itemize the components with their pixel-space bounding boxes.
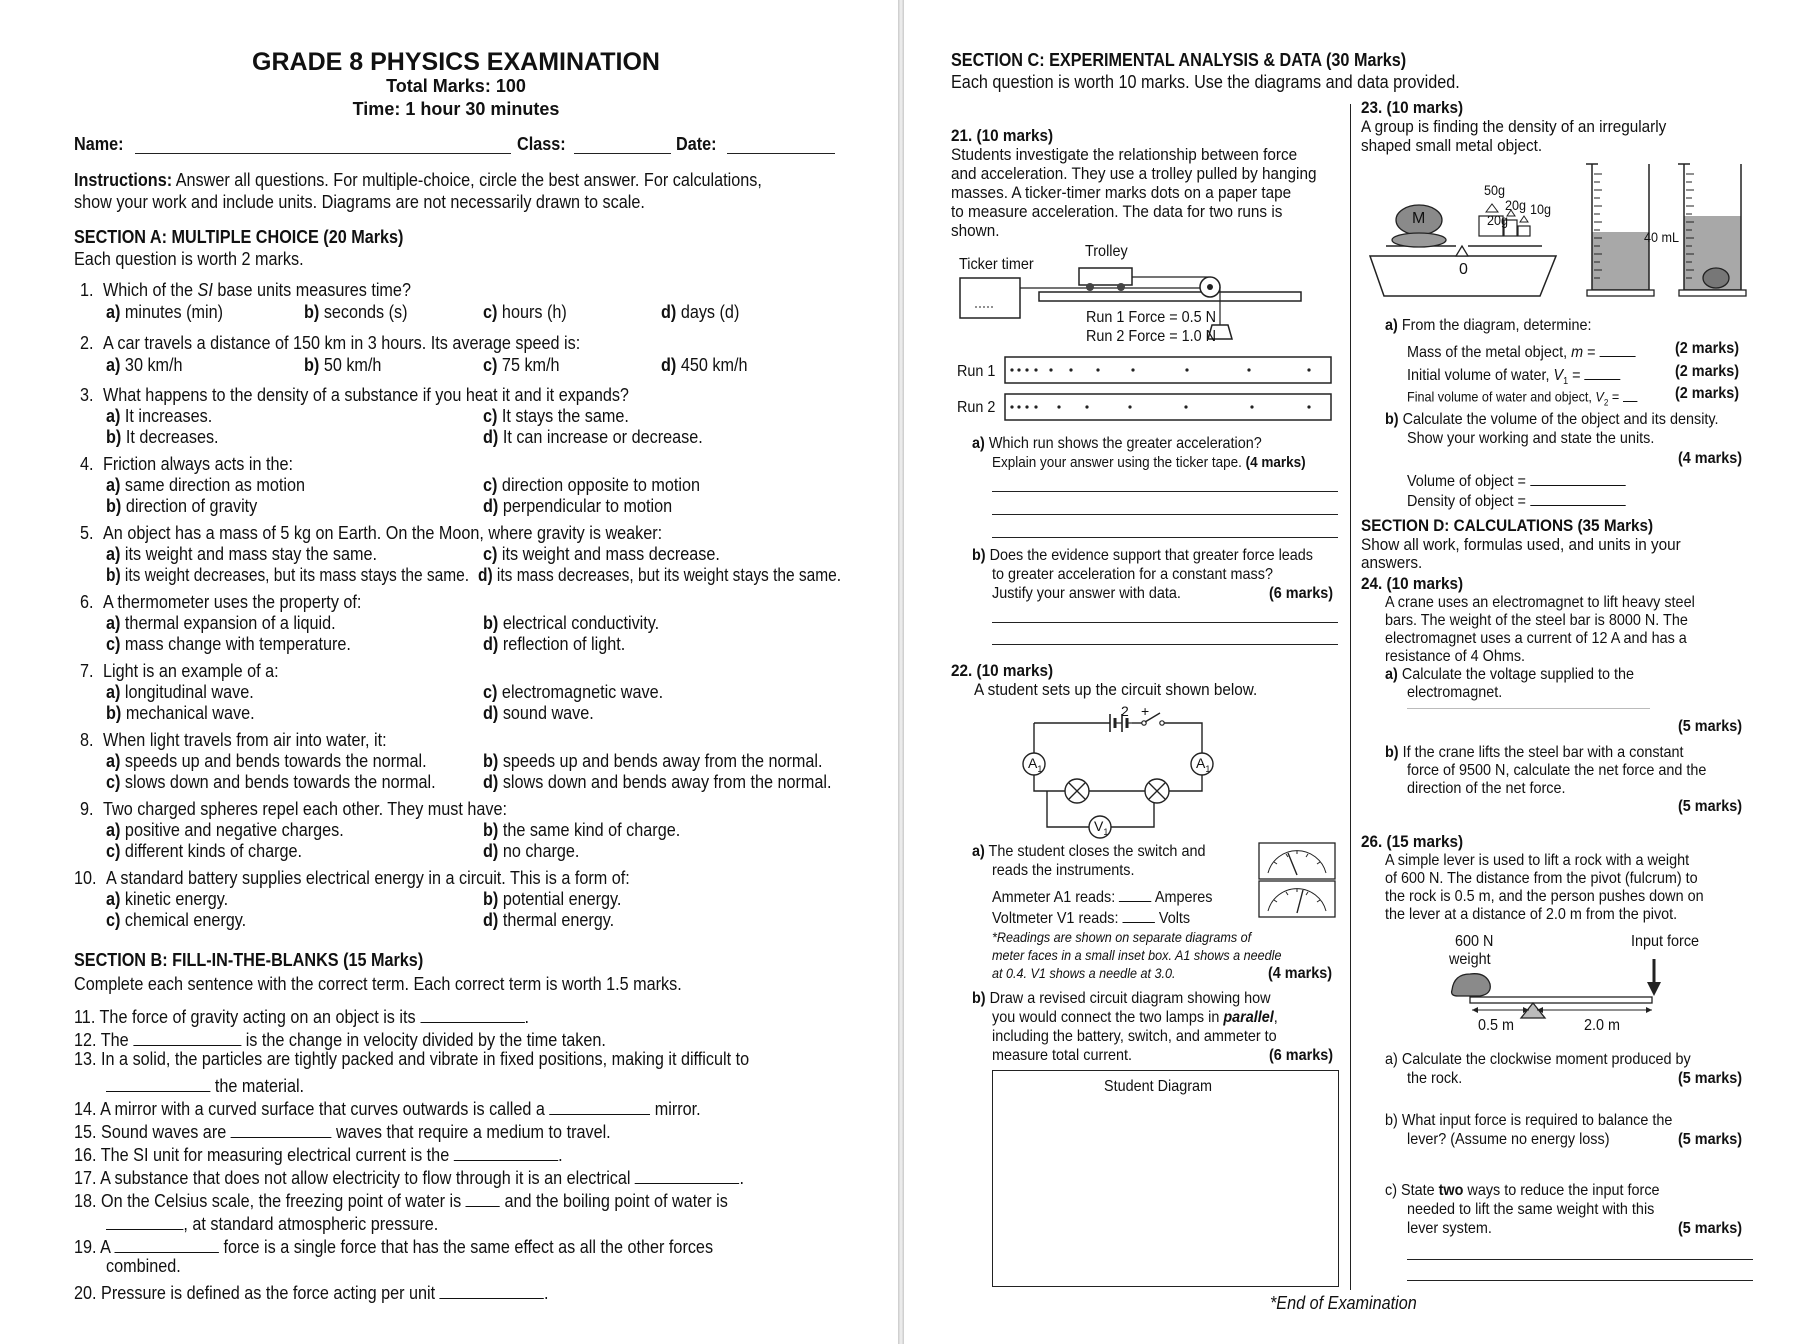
question-13: 13. In a solid, the particles are tightly packed and vibrate in fixed positions, making it difficult to (74, 1049, 750, 1069)
q26b-marks: (5 marks) (1678, 1131, 1743, 1148)
q22b-marks: (6 marks) (1269, 1047, 1334, 1064)
q7-option-a[interactable]: a) longitudinal wave. (106, 682, 254, 702)
question-19-cont: combined. (106, 1256, 181, 1276)
class-field[interactable] (574, 153, 671, 154)
question-15: 15. Sound waves are waves that require a medium to travel. (74, 1118, 611, 1143)
instructions-text-2: show your work and include units. Diagrams are not necessarily drawn to scale. (74, 192, 645, 212)
q22-note-1: *Readings are shown on separate diagrams of (992, 929, 1252, 945)
q24b-line2: force of 9500 N, calculate the net force and the (1407, 762, 1707, 779)
q1-option-a[interactable]: a) minutes (min) (106, 302, 224, 322)
volume-row: Volume of object = (1407, 468, 1625, 491)
mass-blank[interactable] (1600, 339, 1636, 357)
q2-option-b[interactable]: b) 50 km/h (304, 355, 382, 375)
q26c-marks: (5 marks) (1678, 1220, 1743, 1237)
question-18-cont: , at standard atmospheric pressure. (106, 1210, 438, 1235)
q22-note-3: at 0.4. V1 shows a needle at 3.0. (992, 965, 1176, 981)
rock-weight-label-2: weight (1449, 951, 1491, 968)
q22b-line2: you would connect the two lamps in parallel, (992, 1009, 1278, 1026)
density-apparatus-diagram (1366, 160, 1666, 325)
trolley-label: Trolley (1085, 243, 1128, 260)
rock (1452, 974, 1491, 996)
q21a-line1: a) Which run shows the greater acceleration? (972, 435, 1262, 452)
q21a-answer-line-2[interactable] (992, 514, 1338, 515)
run2-tape (1005, 394, 1331, 420)
input-force-label: Input force (1631, 933, 1700, 950)
question-11: 11. The force of gravity acting on an object is its . (74, 1003, 529, 1028)
q24a-line1: a) Calculate the voltage supplied to the (1385, 666, 1634, 683)
instructions-line-1 (74, 170, 762, 191)
cylinder-final (1678, 164, 1746, 296)
q11-blank[interactable] (420, 1003, 524, 1023)
q21-title: 21. (10 marks) (951, 126, 1054, 145)
voltmeter-label: $V_1$ (1094, 818, 1109, 837)
student-diagram-label: Student Diagram (1104, 1078, 1213, 1095)
q2-option-a[interactable]: a) 30 km/h (106, 355, 183, 375)
q19-blank[interactable] (115, 1233, 219, 1253)
q22b-line3: including the battery, switch, and ammeter to (992, 1028, 1277, 1045)
scale-reading: 0 (1459, 261, 1468, 278)
rock-weight-label-1: 600 N (1455, 933, 1494, 950)
weight-20g-label-a: 20g (1487, 212, 1509, 228)
q22b-line4: measure total current. (992, 1047, 1133, 1064)
submerged-object (1703, 268, 1729, 288)
q23b-marks: (4 marks) (1678, 450, 1743, 467)
final-volume-marks: (2 marks) (1675, 385, 1740, 402)
q21b-marks: (6 marks) (1269, 585, 1334, 602)
ammeter-reading-row: Ammeter A1 reads: Amperes (992, 884, 1213, 907)
q1-option-c[interactable]: c) hours (h) (483, 302, 567, 322)
question-12: 12. The is the change in velocity divided by the time taken. (74, 1026, 606, 1051)
q10-option-d[interactable]: d) thermal energy. (483, 910, 615, 930)
final-volume-blank[interactable] (1623, 386, 1637, 402)
ammeter-reading-blank[interactable] (1119, 884, 1151, 902)
question-18: 18. On the Celsius scale, the freezing point of water is and the boiling point of water is (74, 1187, 728, 1212)
lamp-2 (1145, 779, 1169, 803)
q15-blank[interactable] (231, 1118, 332, 1138)
distance-label-2: 2.0 m (1584, 1017, 1621, 1034)
q24b-line1: b) If the crane lifts the steel bar with a constant (1385, 744, 1684, 761)
q26a-line1: a) Calculate the clockwise moment produced by (1385, 1051, 1691, 1068)
q10-option-a[interactable]: a) kinetic energy. (106, 889, 229, 909)
q23b-line1: b) Calculate the volume of the object and its density. (1385, 411, 1719, 428)
initial-volume-blank[interactable] (1585, 362, 1621, 380)
q23b-line2: Show your working and state the units. (1407, 430, 1655, 447)
mass-marks: (2 marks) (1675, 340, 1740, 357)
ammeter-right-label: $A_1$ (1196, 755, 1211, 774)
q26b-line2: lever? (Assume no energy loss) (1407, 1131, 1610, 1148)
lamp-1 (1065, 779, 1089, 803)
q22-title: 22. (10 marks) (951, 661, 1054, 680)
q21b-answer-line-1[interactable] (992, 622, 1338, 623)
section-a-heading: SECTION A: MULTIPLE CHOICE (20 Marks) (74, 227, 404, 247)
q7-option-c[interactable]: c) electromagnetic wave. (483, 682, 664, 702)
question-13-cont: the material. (106, 1072, 304, 1097)
q17-blank[interactable] (635, 1164, 739, 1184)
q4-option-d[interactable]: d) perpendicular to motion (483, 496, 673, 516)
question-20: 20. Pressure is defined as the force acting per unit . (74, 1279, 549, 1304)
q24a-line2: electromagnet. (1407, 684, 1503, 701)
q22a-marks: (4 marks) (1268, 965, 1333, 982)
q3-option-b[interactable]: b) It decreases. (106, 427, 219, 447)
instructions-label: Instructions: (74, 170, 173, 190)
q26a-line2: the rock. (1407, 1070, 1463, 1087)
run1-force: Run 1 Force = 0.5 N (1086, 309, 1217, 326)
q20-blank[interactable] (440, 1279, 544, 1299)
date-label: Date: (676, 134, 717, 154)
trolley-wheel (1086, 283, 1094, 291)
section-d-heading: SECTION D: CALCULATIONS (35 Marks) (1361, 516, 1654, 535)
q24-title: 24. (10 marks) (1361, 574, 1464, 593)
q21b-line2: to greater acceleration for a constant mass? (992, 566, 1273, 583)
density-blank[interactable] (1530, 488, 1625, 506)
q10-option-c[interactable]: c) chemical energy. (106, 910, 247, 930)
q26c-line3: lever system. (1407, 1220, 1492, 1237)
battery-plus-label: + (1141, 703, 1150, 719)
q4-option-b[interactable]: b) direction of gravity (106, 496, 258, 516)
q22b-line1: b) Draw a revised circuit diagram showing how (972, 990, 1271, 1007)
q23-title: 23. (10 marks) (1361, 98, 1464, 117)
q2-option-d[interactable]: d) 450 km/h (661, 355, 748, 375)
end-of-examination: *End of Examination (1270, 1293, 1417, 1313)
q1-option-b[interactable]: b) seconds (s) (304, 302, 408, 322)
meter-faces-inset (1258, 842, 1338, 918)
q24b-marks: (5 marks) (1678, 798, 1743, 815)
object-base (1392, 233, 1446, 247)
class-label: Class: (517, 134, 566, 154)
track (1039, 292, 1301, 301)
trolley-wheel (1117, 283, 1125, 291)
q3-option-c[interactable]: c) It stays the same. (483, 406, 629, 426)
q24b-line3: direction of the net force. (1407, 780, 1566, 797)
voltmeter-face (1259, 881, 1335, 917)
q5-option-d[interactable]: d) its mass decreases, but its weight stays the same. (478, 565, 842, 585)
q7-option-d[interactable]: d) sound wave. (483, 703, 594, 723)
q22-note-2: meter faces in a small inset box. A1 shows a needle (992, 947, 1282, 963)
q5-option-c[interactable]: c) its weight and mass decrease. (483, 544, 720, 564)
total-marks: Total Marks: 100 (386, 76, 526, 96)
student-diagram-box[interactable] (992, 1070, 1339, 1287)
q5-option-a[interactable]: a) its weight and mass stay the same. (106, 544, 378, 564)
q7-option-b[interactable]: b) mechanical wave. (106, 703, 255, 723)
section-b-heading: SECTION B: FILL-IN-THE-BLANKS (15 Marks) (74, 950, 424, 970)
battery-label: 2 (1121, 703, 1129, 719)
ticker-timer-box (960, 278, 1020, 318)
run1-label: Run 1 (957, 363, 996, 380)
q8-option-c[interactable]: c) slows down and bends towards the normal. (106, 772, 436, 792)
exam-time: Time: 1 hour 30 minutes (352, 99, 560, 119)
q3-option-a[interactable]: a) It increases. (106, 406, 213, 426)
q24a-marks: (5 marks) (1678, 718, 1743, 735)
trolley (1079, 268, 1132, 285)
section-d-sub-2: answers. (1361, 553, 1423, 572)
q26a-marks: (5 marks) (1678, 1070, 1743, 1087)
question-16: 16. The SI unit for measuring electrical current is the . (74, 1141, 563, 1166)
q3-option-d[interactable]: d) It can increase or decrease. (483, 427, 703, 447)
q6-option-c[interactable]: c) mass change with temperature. (106, 634, 351, 654)
q2-option-c[interactable]: c) 75 km/h (483, 355, 560, 375)
name-field[interactable] (135, 153, 511, 154)
lever-bar (1470, 997, 1652, 1003)
q18-blank-1[interactable] (466, 1187, 500, 1207)
section-c-subheading: Each question is worth 10 marks. Use the diagrams and data provided. (951, 72, 1460, 92)
q21b-line1: b) Does the evidence support that greater force leads (972, 547, 1314, 564)
q18-blank-2[interactable] (106, 1210, 183, 1230)
q26c-line2: needed to lift the same weight with this (1407, 1201, 1655, 1218)
question-17: 17. A substance that does not allow electricity to flow through it is an electrical . (74, 1164, 744, 1189)
q23-text-1: A group is finding the density of an irregularly (1361, 117, 1667, 136)
section-c-heading: SECTION C: EXPERIMENTAL ANALYSIS & DATA (30 Marks) (951, 50, 1407, 70)
q26b-line1: b) What input force is required to balance the (1385, 1112, 1673, 1129)
q9-option-b[interactable]: b) the same kind of charge. (483, 820, 681, 840)
q21a-answer-line-1[interactable] (992, 491, 1338, 492)
distance-label-1: 0.5 m (1478, 1017, 1515, 1034)
instructions-text-1: Answer all questions. For multiple-choice, circle the best answer. For calculations, (175, 170, 762, 190)
q21a-line2: Explain your answer using the ticker tape. (4 marks) (992, 454, 1306, 471)
voltmeter-reading-row: Voltmeter V1 reads: Volts (992, 905, 1190, 928)
q1-option-d[interactable]: d) days (d) (661, 302, 740, 322)
weight-20g-label-b: 20g (1505, 197, 1527, 213)
column-divider (1350, 104, 1351, 1290)
q21b-line3: Justify your answer with data. (992, 585, 1181, 602)
q6-option-b[interactable]: b) electrical conductivity. (483, 613, 660, 633)
question-19: 19. A force is a single force that has the same effect as all the other forces (74, 1233, 713, 1258)
q23-text-2: shaped small metal object. (1361, 136, 1543, 155)
q9-option-c[interactable]: c) different kinds of charge. (106, 841, 303, 861)
q5-option-b[interactable]: b) its weight decreases, but its mass stays the same. (106, 565, 470, 585)
q21a-answer-line-3[interactable] (992, 537, 1338, 538)
q21b-answer-line-2[interactable] (992, 644, 1338, 645)
volume-blank[interactable] (1530, 468, 1625, 486)
run1-tape (1005, 357, 1331, 383)
q8-option-d[interactable]: d) slows down and bends away from the normal. (483, 772, 832, 792)
ticker-tapes (1005, 357, 1335, 422)
ticker-timer-label: Ticker timer (959, 256, 1034, 273)
density-row: Density of object = (1407, 488, 1625, 511)
voltmeter-reading-blank[interactable] (1122, 905, 1154, 923)
initial-volume-row: Initial volume of water, $V_1$ = (1407, 362, 1621, 391)
q8-option-b[interactable]: b) speeds up and bends away from the normal. (483, 751, 823, 771)
question-14: 14. A mirror with a curved surface that curves outwards is called a mirror. (74, 1095, 701, 1120)
q6-option-a[interactable]: a) thermal expansion of a liquid. (106, 613, 336, 633)
q22a-line1: a) The student closes the switch and (972, 843, 1206, 860)
q26c-answer-line-1[interactable] (1407, 1259, 1753, 1260)
ammeter-left-label: $A_1$ (1028, 755, 1043, 774)
q24a-answer-line[interactable] (1407, 708, 1650, 709)
q4-option-a[interactable]: a) same direction as motion (106, 475, 306, 495)
name-label: Name: (74, 134, 124, 154)
final-volume-row: Final volume of water and object, $V_2$ = (1407, 386, 1637, 411)
q4-option-c[interactable]: c) direction opposite to motion (483, 475, 701, 495)
q26-title: 26. (15 marks) (1361, 832, 1464, 851)
q16-blank[interactable] (454, 1141, 558, 1161)
section-b-subheading: Complete each sentence with the correct term. Each correct term is worth 1.5 marks. (74, 974, 682, 994)
q26c-answer-line-2[interactable] (1407, 1280, 1753, 1281)
q13-blank[interactable] (106, 1072, 210, 1092)
q9-option-a[interactable]: a) positive and negative charges. (106, 820, 344, 840)
q26c-line1: c) State two ways to reduce the input force (1385, 1182, 1660, 1199)
right-page: SECTION C: EXPERIMENTAL ANALYSIS & DATA (30 Marks) Each question is worth 10 marks. Use the diagrams and data provided. 21. (10 marks) Students investigate the relationship between force and acceleration. They use a trolley pulled by hanging masses. A ticker-timer marks dots on a paper tape to measure acceleration. The data for two runs is shown. Ticker timer Trolley Run 1 Force = 0.5 N Run 2 Force = 1.0 N Run 1 Run 2 a) Which run shows the greater acceleration? Explain your answer using the ticker tape. (4 marks) b) Does the evidence support that greater force leads to greater acceleration for a constant mass? Justify your answer with data. (6 marks) 22. (10 marks) A student sets up the circuit shown below. 2 + $A_1$ $A_1$ $V_1$ a) The student closes the switch and reads the instruments. Ammeter A1 reads: Amperes Voltmeter V1 reads: Volts *Readings are shown on separate diagrams of meter faces in a small inset box. A1 shows a needle at 0.4. V1 shows a needle at 3.0. (4 marks) b) Draw a revised circuit diagram showing how you would connect the two lamps in parallel, including the battery, switch, and ammeter to measure total current. (6 marks) Student Diagram *End of Examination 23. (10 marks) A group is finding the density of an irregularly shaped small metal object. M 50g 20g 20g 10g 0 40 mL a) From the diagram, determine: Mass of the metal object, m = (2 marks) Initial volume of water, $V_1$ = (2 marks) Final volume of water and object, $V_2$ = (2 marks) b) Calculate the volume of the object and its density. Show your working and state the units. (4 marks) Volume of object = Density of object = SECTION D: CALCULATIONS (35 Marks) Show all work, formulas used, and units in your answers. 24. (10 marks) A crane uses an electromagnet to lift heavy steel bars. The weight of the steel bar is 8000 N. The electromagnet uses a current of 12 A and has a resistance of 4 Ohms. a) Calculate the voltage supplied to the electromagnet. (5 marks) b) If the crane lifts the steel bar with a constant force of 9500 N, calculate the net force and the direction of the net force. (5 marks) 26. (15 marks) A simple lever is used to lift a rock with a weight of 600 N. The distance from the pivot (fulcrum) to the rock is 0.5 m, and the person pushes down on the lever at a distance of 2.0 m from the pivot. 600 N weight Input force 0.5 m 2.0 m a) Calculate the clockwise moment produced by the rock. (5 marks) b) What input force is required to balance the lever? (Assume no energy loss) (5 marks) c) State two ways to reduce the input force needed to lift the same weight with this lever system. (5 marks) (904, 0, 1800, 1344)
initial-volume-marks: (2 marks) (1675, 363, 1740, 380)
q23a-line: a) From the diagram, determine: (1385, 317, 1592, 334)
run2-label: Run 2 (957, 399, 996, 416)
section-a-subheading: Each question is worth 2 marks. (74, 249, 304, 269)
q14-blank[interactable] (549, 1095, 650, 1115)
run2-force: Run 2 Force = 1.0 N (1086, 328, 1217, 345)
q12-blank[interactable] (133, 1026, 241, 1046)
q22-text: A student sets up the circuit shown below. (974, 680, 1258, 699)
object-label: M (1412, 210, 1426, 227)
q8-option-a[interactable]: a) speeds up and bends towards the normal. (106, 751, 427, 771)
left-page: GRADE 8 PHYSICS EXAMINATION Total Marks: 100 Time: 1 hour 30 minutes Name: Class: Date: Instructions: Answer all questions. For multiple-choice, circle the best answer. For calculations, show your work and include units. Diagrams are not necessarily drawn to scale. SECTION A: MULTIPLE CHOICE (20 Marks) Each question is worth 2 marks. 1. Which of the SI base units measures time? a) minutes (min) b) seconds (s) c) hours (h) d) days (d) 2. A car travels a distance of 150 km in 3 hours. Its average speed is: a) 30 km/h b) 50 km/h c) 75 km/h d) 450 km/h 3. What happens to the density of a substance if you heat it and it expands? a) It increases. c) It stays the same. b) It decreases. d) It can increase or decrease. 4. Friction always acts in the: a) same direction as motion c) direction opposite to motion b) direction of gravity d) perpendicular to motion 5. An object has a mass of 5 kg on Earth. On the Moon, where gravity is weaker: a) its weight and mass stay the same. c) its weight and mass decrease. b) its weight decreases, but its mass stays the same. d) its mass decreases, but its weight stays the same. 6. A thermometer uses the property of: a) thermal expansion of a liquid. b) electrical conductivity. c) mass change with temperature. d) reflection of light. 7. Light is an example of a: a) longitudinal wave. c) electromagnetic wave. b) mechanical wave. d) sound wave. 8. When light travels from air into water, it: a) speeds up and bends towards the normal. b) speeds up and bends away from the normal. c) slows down and bends towards the normal. d) slows down and bends away from the normal. 9. Two charged spheres repel each other. They must have: a) positive and negative charges. b) the same kind of charge. c) different kinds of charge. d) no charge. 10. A standard battery supplies electrical energy in a circuit. This is a form of: a) kinetic energy. b) potential energy. c) chemical energy. d) thermal energy. SECTION B: FILL-IN-THE-BLANKS (15 Marks) Complete each sentence with the correct term. Each correct term is worth 1.5 marks. 11. The force of gravity acting on an object is its . 12. The is the change in velocity divided by the time taken. 13. In a solid, the particles are tightly packed and vibrate in fixed positions, making it difficult to the material. 14. A mirror with a curved surface that curves outwards is called a mirror. 15. Sound waves are waves that require a medium to travel. 16. The SI unit for measuring electrical current is the . 17. A substance that does not allow electricity to flow through it is an electrical . 18. On the Celsius scale, the freezing point of water is and the boiling point of water is , at standard atmospheric pressure. 19. A force is a single force that has the same effect as all the other forces combined. 20. Pressure is defined as the force acting per unit . (0, 0, 898, 1344)
date-field[interactable] (727, 153, 835, 154)
q10-option-b[interactable]: b) potential energy. (483, 889, 622, 909)
cylinder-volume-label: 40 mL (1644, 229, 1680, 245)
ammeter-face (1259, 843, 1335, 879)
q9-option-d[interactable]: d) no charge. (483, 841, 580, 861)
mass-row: Mass of the metal object, m = (1407, 339, 1636, 362)
weight-50g-label: 50g (1484, 182, 1506, 198)
section-d-sub-1: Show all work, formulas used, and units in your (1361, 535, 1681, 554)
weight-10g-label: 10g (1530, 201, 1552, 217)
q6-option-d[interactable]: d) reflection of light. (483, 634, 626, 654)
q22a-line2: reads the instruments. (992, 862, 1135, 879)
exam-title: GRADE 8 PHYSICS EXAMINATION (252, 48, 660, 76)
